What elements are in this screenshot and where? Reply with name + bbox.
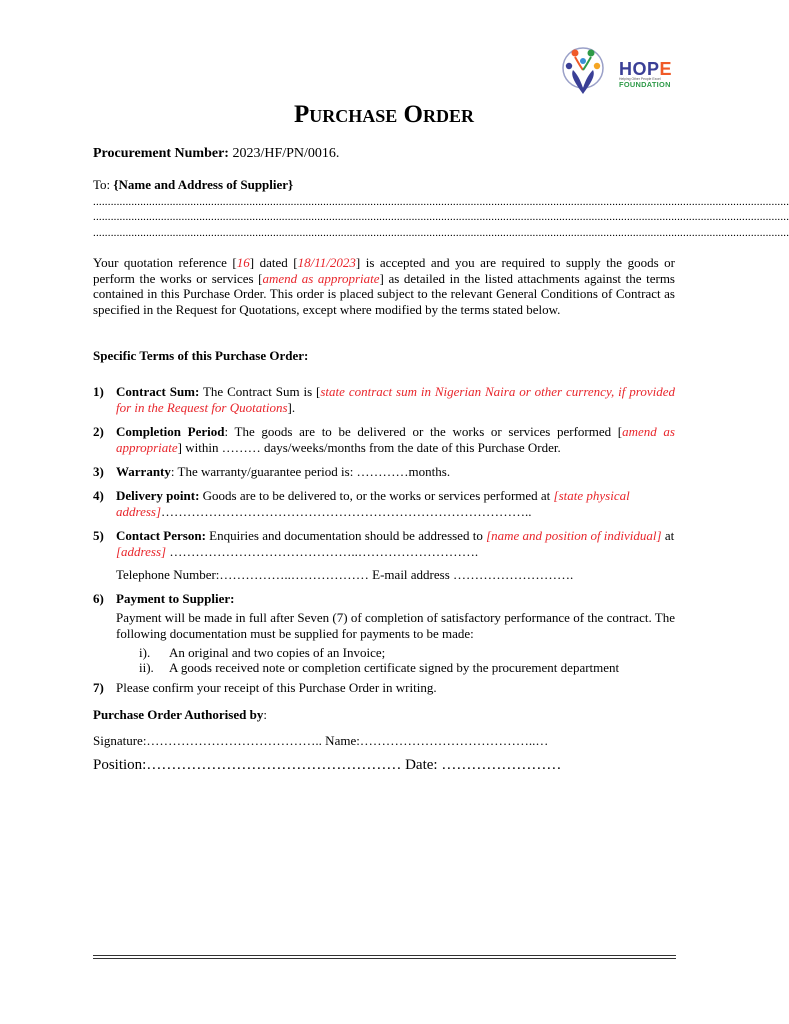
authorised-by-label: Purchase Order Authorised by: xyxy=(93,707,267,722)
specific-terms-heading: Specific Terms of this Purchase Order: xyxy=(93,348,309,363)
hope-figures-icon xyxy=(556,44,616,100)
intro-paragraph: Your quotation reference [16] dated [18/11/2023] is accepted and you are required to supply the goods or perform the works or services [amend as appropriate] as detailed in the listed attachments against the terms contained in this Purchase Order. This order is placed subject to the relevant General Conditions of Contract as specified in the Request for Quotations, except where modified by the terms stated below. xyxy=(93,255,675,317)
payment-paragraph: Payment will be made in full after Seven (7) of completion of satisfactory performance of the contract. The following documentation must be supplied for payments to be made: xyxy=(116,610,675,641)
payment-doc-invoice: i). An original and two copies of an Invoice; xyxy=(139,645,386,660)
footer-rule-top xyxy=(93,955,676,956)
logo-foundation-text: FOUNDATION xyxy=(619,80,671,89)
logo-tagline: Helping Other People Excel xyxy=(619,77,661,81)
term-contact-person: 5) Contact Person: Enquiries and documentation should be addressed to [name and position of individual] at [address] ……………………………………..………………………. xyxy=(93,528,675,559)
contact-phone-email-line: Telephone Number:……………..……………… E-mail address ………………………. xyxy=(116,567,574,582)
address-line-2: ............................................................................................................................................................................................................................................ xyxy=(93,211,789,223)
signature-name-line: Signature:………………………………….. Name:…………………………………..… xyxy=(93,733,549,748)
procurement-number: Procurement Number: 2023/HF/PN/0016. xyxy=(93,146,340,161)
term-contract-sum: 1) Contract Sum: The Contract Sum is [state contract sum in Nigerian Naira or other currency, if provided for in the Request for Quotations]. xyxy=(93,384,675,415)
payment-doc-grn: ii). A goods received note or completion certificate signed by the procurement department xyxy=(139,660,620,675)
footer-rule-bottom xyxy=(93,958,676,959)
term-warranty: 3) Warranty: The warranty/guarantee period is: …………months. xyxy=(93,464,451,479)
term-payment-to-supplier: 6) Payment to Supplier: xyxy=(93,591,235,606)
term-confirm-receipt: 7) Please confirm your receipt of this Purchase Order in writing. xyxy=(93,680,437,695)
hope-foundation-logo xyxy=(556,44,688,100)
address-line-1: ............................................................................................................................................................................................................................................ xyxy=(93,196,789,208)
address-line-3: ............................................................................................................................................................................................................................................ xyxy=(93,227,789,239)
logo-brand-text: HOPE xyxy=(619,59,673,79)
supplier-address-to: To: {Name and Address of Supplier} xyxy=(93,177,294,192)
position-date-line: Position:…………………………………………… Date: …………………… xyxy=(93,757,562,773)
term-completion-period: 2) Completion Period: The goods are to be delivered or the works or services performed [amend as appropriate] within ……… days/weeks/months from the date of this Purchase Order. xyxy=(93,424,675,455)
page-title: Purchase Order xyxy=(294,101,474,128)
term-delivery-point: 4) Delivery point: Goods are to be delivered to, or the works or services performed at [state physical address]………………………………………………………………………….. xyxy=(93,488,630,519)
